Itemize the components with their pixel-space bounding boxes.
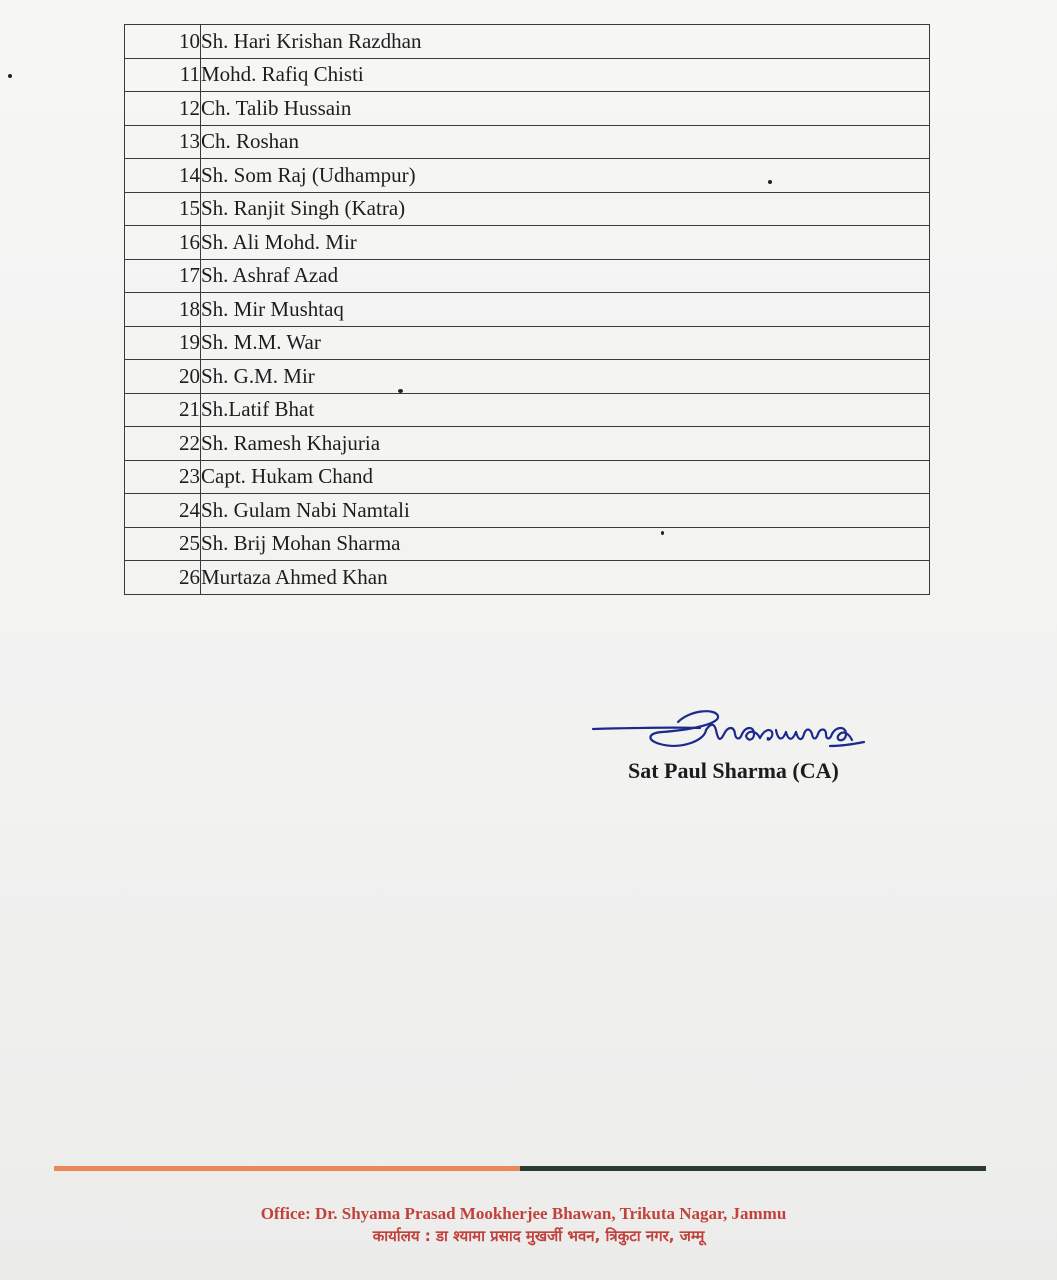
- scan-speck: [768, 180, 772, 184]
- serial-number-cell: 21: [125, 393, 201, 427]
- member-list-table: [124, 24, 930, 595]
- scan-speck: [8, 74, 12, 78]
- member-name-cell: Ch. Talib Hussain: [201, 92, 930, 126]
- member-name-cell: Mohd. Rafiq Chisti: [201, 58, 930, 92]
- table-row: [125, 527, 930, 561]
- member-name-cell: Sh. G.M. Mir: [201, 360, 930, 394]
- serial-number-cell: 25: [125, 527, 201, 561]
- member-list-body: [125, 25, 930, 595]
- scan-speck: [661, 531, 664, 535]
- member-name-cell: Sh.Latif Bhat: [201, 393, 930, 427]
- table-row: [125, 259, 930, 293]
- member-name-cell: Sh. Ramesh Khajuria: [201, 427, 930, 461]
- serial-number-cell: 26: [125, 561, 201, 595]
- table-row: [125, 427, 930, 461]
- member-name-cell: Murtaza Ahmed Khan: [201, 561, 930, 595]
- serial-number-cell: 14: [125, 159, 201, 193]
- serial-number-cell: 16: [125, 226, 201, 260]
- member-name-cell: Sh. Som Raj (Udhampur): [201, 159, 930, 193]
- member-name-cell: Sh. Mir Mushtaq: [201, 293, 930, 327]
- member-name-cell: Capt. Hukam Chand: [201, 460, 930, 494]
- member-name-cell: Sh. M.M. War: [201, 326, 930, 360]
- table-row: [125, 226, 930, 260]
- footer-divider-dark: [520, 1166, 986, 1171]
- table-row: [125, 561, 930, 595]
- office-address-english: Office: Dr. Shyama Prasad Mookherjee Bhawan, Trikuta Nagar, Jammu: [260, 1204, 787, 1223]
- footer-divider-orange: [54, 1166, 520, 1171]
- table-row: [125, 360, 930, 394]
- serial-number-cell: 20: [125, 360, 201, 394]
- signatory-name: Sat Paul Sharma (CA): [628, 758, 839, 783]
- serial-number-cell: 15: [125, 192, 201, 226]
- serial-number-cell: 12: [125, 92, 201, 126]
- table-row: [125, 192, 930, 226]
- table-row: [125, 393, 930, 427]
- member-name-cell: Sh. Ashraf Azad: [201, 259, 930, 293]
- serial-number-cell: 19: [125, 326, 201, 360]
- table-row: [125, 58, 930, 92]
- serial-number-cell: 11: [125, 58, 201, 92]
- serial-number-cell: 13: [125, 125, 201, 159]
- serial-number-cell: 10: [125, 25, 201, 59]
- signature-image: [590, 700, 880, 760]
- table-row: [125, 159, 930, 193]
- member-name-cell: Sh. Brij Mohan Sharma: [201, 527, 930, 561]
- member-name-cell: Sh. Gulam Nabi Namtali: [201, 494, 930, 528]
- office-address-hindi: कार्यालय : डा श्यामा प्रसाद मुखर्जी भवन, त्रिकुटा नगर, जम्मू: [372, 1227, 705, 1245]
- serial-number-cell: 17: [125, 259, 201, 293]
- serial-number-cell: 22: [125, 427, 201, 461]
- table-row: [125, 326, 930, 360]
- serial-number-cell: 24: [125, 494, 201, 528]
- table-row: [125, 125, 930, 159]
- table-row: [125, 92, 930, 126]
- member-name-cell: Sh. Ranjit Singh (Katra): [201, 192, 930, 226]
- member-name-cell: Ch. Roshan: [201, 125, 930, 159]
- table-row: [125, 460, 930, 494]
- serial-number-cell: 23: [125, 460, 201, 494]
- member-name-cell: Sh. Hari Krishan Razdhan: [201, 25, 930, 59]
- member-name-cell: Sh. Ali Mohd. Mir: [201, 226, 930, 260]
- scan-speck: [398, 389, 403, 393]
- table-row: [125, 494, 930, 528]
- serial-number-cell: 18: [125, 293, 201, 327]
- table-row: [125, 25, 930, 59]
- table-row: [125, 293, 930, 327]
